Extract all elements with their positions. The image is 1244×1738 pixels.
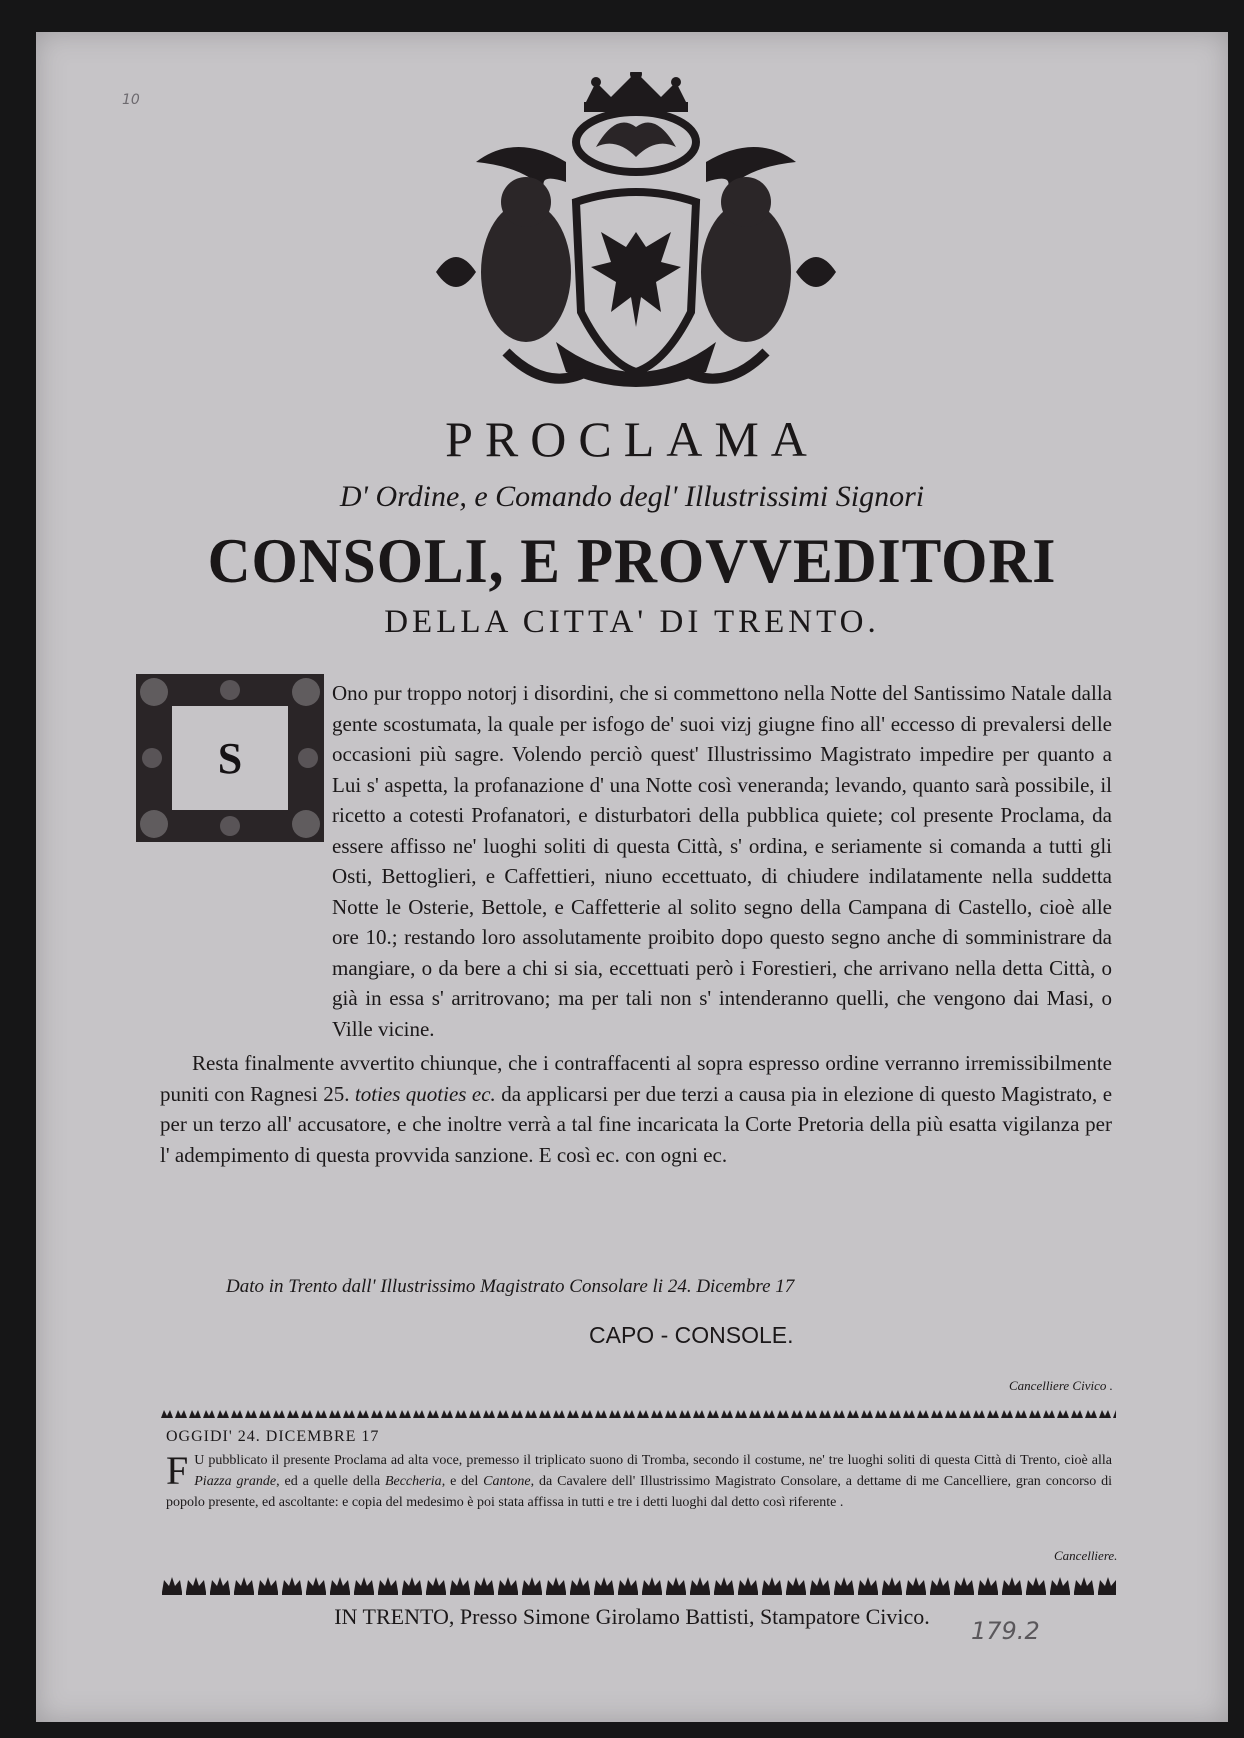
printer-imprint xyxy=(36,1604,1228,1630)
capo-console: CAPO - CONSOLE. xyxy=(589,1322,794,1348)
proclamation-title: PROCLAMA xyxy=(445,411,819,467)
proclamation-sheet xyxy=(36,32,1228,1722)
notice-part-a: U pubblicato il presente Proclama ad alta voce, premesso il triplicato suono di Tromba, secondo il costume, ne' tre luoghi soliti di questa Città di Trento, cioè alla xyxy=(194,1453,1112,1468)
crown-border-icon xyxy=(160,1574,1116,1596)
coat-of-arms-crest xyxy=(416,72,856,402)
initial-letter: S xyxy=(217,733,243,783)
notice-part-c: , e del xyxy=(441,1474,479,1489)
pencil-page-number: 10 xyxy=(122,92,140,108)
date-line: Dato in Trento dall' Illustrissimo Magistrato Consolare li 24. Dicembre 17 xyxy=(226,1276,795,1297)
proclamation-subtitle: D' Ordine, e Comando degl' Illustrissimi Signori xyxy=(339,480,925,513)
paragraph-2-part-b: da applicarsi per due terzi a causa pia in elezione di questo Magistrato, e per un terzo all' accusatore, e che inoltre verrà a tal fine incaricata la Corte Pretoria della più esatta vigilanza per l' adempimento di questa provvida sanzione. E così ec. con ogni ec. xyxy=(160,1081,1113,1167)
paragraph-2-italic: toties quoties ec. xyxy=(354,1081,496,1106)
cancelliere-civico: Cancelliere Civico . xyxy=(1009,1378,1113,1393)
body-paragraph-2 xyxy=(160,1048,1112,1170)
notice-part-d: , da Cavalere dell' Illustrissimo Magistrato Consolare, a dettame di me Cancelliere, gran concorso di popolo presente, ed ascoltante: e copia del medesimo è poi stata affissa in tutti e tre i detti luoghi dal detto così riferente . xyxy=(166,1474,1113,1510)
paragraph-2-part-a: Resta finalmente avvertito chiunque, che i contraffacenti al sopra espresso ordine verranno irremissibilmente puniti con Ragnesi 25. xyxy=(160,1051,1112,1106)
notice-beccheria: Beccheria xyxy=(384,1474,442,1489)
notice-part-b: , ed a quelle della xyxy=(276,1474,381,1489)
imprint-printer: Presso Simone Girolamo Battisti, Stampatore Civico. xyxy=(459,1604,930,1629)
body-paragraph-1: Ono pur troppo notorj i disordini, che si commettono nella Notte del Santissimo Natale dalla gente scostumata, la quale per isfogo de' suoi vizj giugne fino all' eccesso di prevalersi delle occasioni più sagre. Volendo perciò quest' Illustrissimo Magistrato impedire per quanto a Lui s' aspetta, la profanazione d' una Notte così veneranda; levando, quanto sarà possibile, il ricetto a cotesti Profanatori, e disturbatori della pubblica quiete; col presente Proclama, da essere affisso ne' luoghi soliti di questa Città, s' ordina, e seriamente si comanda a tutti gli Osti, Bettoglieri, e Caffettieri, niuno eccettuato, di chiudere indilatamente nella suddetta Notte le Osterie, Bettole, e Caffetterie al solito segno della Campana di Castello, cioè alle ore 10.; restando loro assolutamente proibito dopo questo segno anche di somministrare da mangiare, o da bere a chi si sia, eccettuati però i Forestieri, che arrivano nella detta Città, o già in essa s' arritrovano; ma per tali non s' intenderanno quelli, che vengono dai Masi, o Ville vicine. xyxy=(332,681,1112,1041)
ornamental-border-icon xyxy=(160,1408,1116,1420)
pencil-catalog-number: 179.2 xyxy=(971,1617,1040,1645)
oggidi-date: OGGIDI' 24. DICEMBRE 17 xyxy=(166,1428,380,1445)
imprint-city: IN TRENTO, xyxy=(334,1604,455,1629)
notice-cantone: Cantone xyxy=(483,1474,531,1489)
city-heading: DELLA CITTA' DI TRENTO. xyxy=(384,604,880,640)
notice-piazza: Piazza grande xyxy=(194,1474,277,1489)
drop-letter: F xyxy=(166,1448,189,1493)
publication-notice xyxy=(166,1450,1112,1513)
cancelliere: Cancelliere. xyxy=(1054,1548,1118,1563)
proclamation-body xyxy=(160,678,1112,1170)
authority-heading: CONSOLI, E PROVVEDITORI xyxy=(207,525,1057,596)
